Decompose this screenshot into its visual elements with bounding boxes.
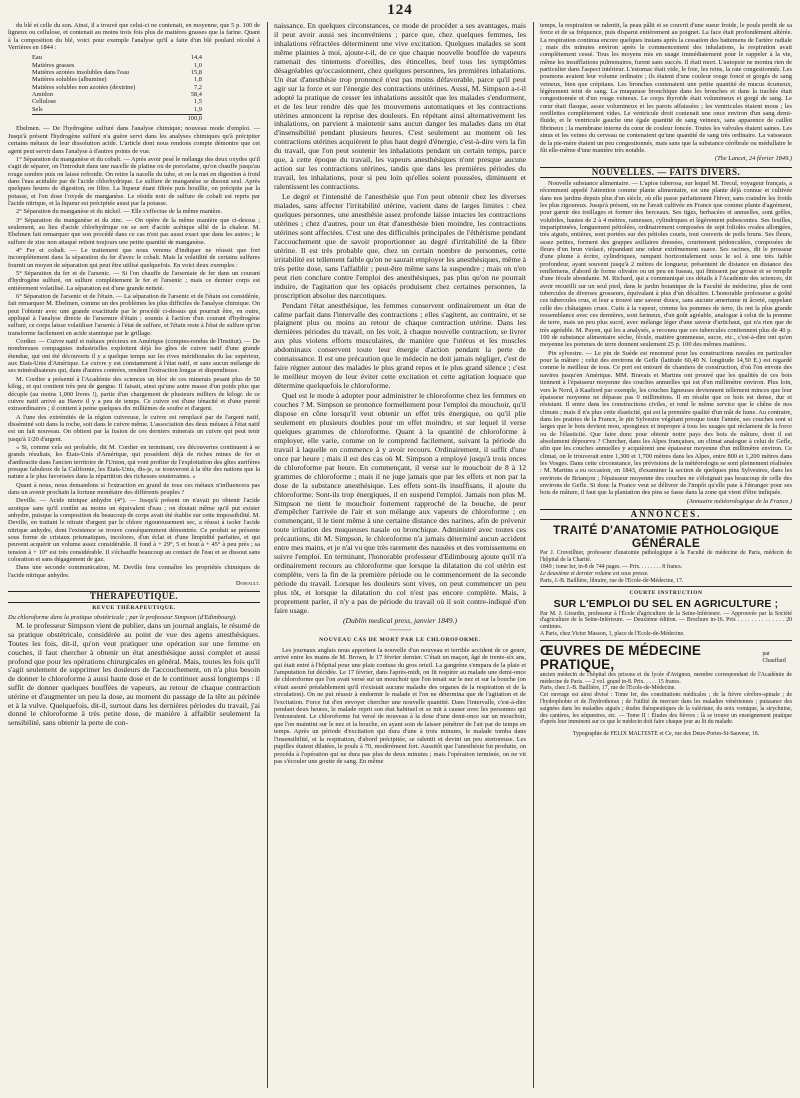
- subsection-title-revue: REVUE THÉRAPEUTIQUE.: [92, 604, 176, 611]
- subsection-title-nouveau-cas: NOUVEAU CAS DE MORT PAR LE CHLOROFORME.: [319, 636, 481, 643]
- composition-row: Matières azotées insolubles dans l'eau 15,8: [32, 69, 202, 77]
- advertisement-oeuvres: [540, 643, 792, 728]
- source-citation: (Dublin medical press, janvier 1849.): [342, 615, 458, 625]
- ad-body: Le deuxième et dernier volume est sous presse.: [540, 570, 649, 577]
- section-title-nouvelles: NOUVELLES. — FAITS DIVERS.: [540, 167, 792, 178]
- ad-title: ŒUVRES DE MÉDECINE PRATIQUE,: [540, 642, 702, 672]
- column-3: [540, 22, 792, 1088]
- composition-row: Cellulose 1,5: [32, 98, 202, 106]
- paragraph: Dans une seconde communication, M. Deville fera connaître les propriétés chimiques de l'acide nitrique anhydre.: [8, 564, 260, 579]
- paragraph: Cordier. — Cuivre natif et métaux précieux en Amérique (comptes-rendus de l'Institut). — De nombreuses compagnies industrielles exploitent déjà les gîtes de cuivre natif d'une grande étendue, qui ont été découverts il y a quelque temps sur les rives méridionales du lac supérieur, aux Etats-Unis d'Amérique. Le cuivre y est constamment à l'état natif, et sans aucun mélange de ses minéralisateurs qui, dans d'autres contrées, rendent l'extraction longue et dispendieuse.: [8, 338, 260, 375]
- page-number: 124: [387, 2, 413, 18]
- paragraph: 6° Séparation de l'arsenic et de l'étain. — La séparation de l'arsenic et de l'étain est considérée, fait remarquer M. Ebelmen, comme un des problèmes les plus difficiles de l'analyse chimique. On peut l'obtenir avec une grande exactitude par le procédé ci-dessus qui pourrait être, en outre, appliqué à l'analyse directe de l'arsenure d'étain ; soumis à l'action d'un courant d'hydrogène sulfuré, ce corps laisse volatiliser l'arsenic à l'état de sulfure, et l'étain reste à l'état de sulfure qu'on transforme facilement en acide stannique par le grillage.: [8, 293, 260, 337]
- paragraph: Quel est le mode à adopter pour administrer le chloroforme chez les femmes en couches ? M. Simpson se prononce formellement pour l'emploi du mouchoir, qu'il dispose en cône lorsqu'il veut obtenir un effet très énergique, ou qu'il plie seulement en plusieurs doubles pour un effet moindre, et sur lequel il verse quelques grammes de chloroforme. Quant à la quantité de chloroforme à employer, elle varie, comme on le comprend facilement, suivant la période du travail à laquelle on commence à y avoir recours. Ordinairement, il suffit d'une once par heure ; mais il est des cas où M. Simpson a employé jusqu'à trois onces de chloroforme par heure. En commençant, il verse sur le mouchoir de 8 à 12 grammes de chloroforme ; mais il ne juge jamais que par les effets et non par la dose de la substance anesthésique. Les effets sont-ils insuffisans, il ajoute du chloroforme. Sont-ils trop énergiques, il en suspend l'emploi. Jamais non plus M. Simpson ne tient le mouchoir fortement rapproché de la bouche, de peur d'empêcher l'arrivée de l'air et son mélange aux vapeurs de chloroforme ; en commençant, il le tient même à une certaine distance des narines, afin de prévenir toute irritation des muqueuses nasale ou bronchique. Administré avec toutes ces précautions, dit M. Simpson, le chloroforme n'a jamais déterminé aucun accident entre mes mains, et je n'ai vu que très rarement des nausées et des vomissemens en suivre l'emploi. En terminant, l'honorable professeur d'Edimbourg ajoute qu'il n'a ordinairement recours au chloroforme que lorsque la dilatation du col utérin est complète, vers la fin de la première période ou le commencement de la seconde période du travail. Lorsque les douleurs sont vives, on peut commencer un peu plus tôt, et lorsque la dilatation du col n'est pas encore complète. Mais, à proprement parler, il n'y a pas de période du travail où il soit contre-indiqué d'en faire usage.: [274, 391, 526, 615]
- paragraph: Deville. — Acide nitrique anhydre (4°). — Jusqu'à présent on n'avait pu obtenir l'acide azotique sans qu'il contînt au moins un équivalent d'eau ; on doutait même qu'il put exister anhydre, puisque la composition du beaucoup de corps avait été établie sur cette impossibilité. M. Deville, en traitant le nitrate d'argent par le chlore rigoureusement sec, a réussi à isoler l'acide nitrique anhydre, dont l'existence se trouve conséquemment démontrée. Ce produit se présente sous forme de cristaux prismatiques, incolores, d'un éclat et d'une limpidité parfaites, et qui peuvent acquérir un volume assez considérable. Il fond à + 29°, 5 et bout à + 45° à peu près ; sa tension à + 10° est très considérable. Il s'échauffe beaucoup au contact de l'eau et se dissout sans coloration et sans dégagement de gaz.: [8, 497, 260, 564]
- paragraph: « Si, comme cela est probable, dit M. Cordier en terminant, ces découvertes continuent à se grands résultats, les États-Unis d'Amérique, qui possèdent déjà de riches mines de fer et d'anthracite dans l'ancien territoire de l'Union, qui vont profiter de l'exploitation des gîtes aurifères presque fabuleux de la Californie, les États-Unis, dis-je, se trouveront à la tête des nations que la nature a le plus favorisées dans la répartition des richesses souterraines. »: [8, 443, 260, 481]
- composition-total: 100,0: [32, 114, 202, 122]
- advertisement-sel: [540, 589, 792, 641]
- paragraph: Les journaux anglais nous apportent la nouvelle d'un nouveau et terrible accident de ce genre, arrivé entre les mains de M. Brown, le 17 février dernier. C'était un maçon, âgé de trente-six ans, qui était entré à l'hôpital pour une plaie contuse du gros orteil. La gangrène s'empara de la plaie et l'amputation fut décidée. Le 17 février, dans l'après-midi, on fit respirer au malade une demi-once de chloroforme que l'on avait versé sur un mouchoir que l'on tenait sur le nez et sur la bouche (on s'était assuré préalablement qu'il n'existait aucune maladie des organes de la respiration et de la circulation). On ne put réussir à endormir le malade et l'on ne détermina que de l'agitation et de l'excitation. Force fut d'en envoyer chercher une nouvelle quantité. Dans l'intervalle, c'est-à-dire pendant deux heures, le malade reprit son état habituel et se mit à causer avec les personnes qui l'entouraient. Le chloroforme fut versé de nouveau à la dose d'une demi-once sur un mouchoir, que l'on maintint sur le nez et la bouche, en ayant soin de laisser pénétrer de l'air par de temps en temps. Après un période d'excitation qui dura d'une à trois minutes, le malade tomba dans l'insensibilité, et la respiration, d'abord précipitée, se ralentit et devint un peu stertoreuse. Les pupilles étaient dilatées, le pouls à 70, modérément fort. Aussitôt que l'anesthésie fut produite, on procéda à l'opération qui ne dura pas plus de deux minutes ; mais l'opération terminée, on ne vit pas s'écouler une goutte de sang. En même: [274, 646, 526, 765]
- ad-body: Paris, chez J.-B. Baillière, 17, rue de l'Ecole-de-Médecine.: [540, 685, 676, 692]
- annonces-title: ANNONCES.: [540, 509, 792, 520]
- ad-body: ancien médecin de l'hôpital des prisons et du lycée d'Avignon, membre correspondant de l'Académie de médecine de Paris. — 2 vol. grand in-8. Prix. . . . . 15 francs.: [540, 671, 792, 685]
- column-rule-1: [267, 22, 268, 1088]
- ad-label: COURTE INSTRUCTION: [629, 590, 703, 597]
- ad-title: SUR L'EMPLOI DU SEL EN AGRICULTURE ;: [553, 597, 779, 610]
- paragraph: Ebelmen. — De l'hydrogène sulfuré dans l'analyse chimique; nouveau mode d'emploi. — Jusqu'à présent l'hydrogène sulfuré n'a guère servi dans les analyses chimiques qu'à précipiter certains métaux de leur dissolution acide. L'article dont nous rendons compte démontre que cet agent peut servir dans l'analyse à d'autres points de vue.: [8, 125, 260, 155]
- composition-row: Matières solubles (albumine) 1,8: [32, 76, 202, 84]
- source-citation: (Annuaire météorologique de la France.): [686, 497, 792, 505]
- ad-body: Cet ouvrage est ainsi divisé : Tome Ier, des constitutions médicales ; de la fièvre cérébro-spinale ; de l'hydrophobie et de l'hydrothorax ; de l'utilité du mercure dans les maladies vénériennes ; puissance des saignées dans les maladies aiguës ; études thérapeutiques de la valériane, du noix vomique, la strychnine, des cantères, les séquestres, etc. — Tome II : Études des fièvres ; là se trouve un enseignement pratique d'après leur imminent sur ce que le médecin doit faire chaque jour au lit du malade.: [540, 692, 792, 726]
- paragraph: M. Cordier a présenté à l'Académie des sciences un bloc de ces minerais pesant plus de 50 kilog., et qui contient très peu de gangue. Il faisait, ainsi qu'une autre masse d'un poids plus que décuple (au moins 1,000 livres !), partie d'un chargement de plusieurs milliers de kilogr. de ce cuivre natif arrivé au Havre il y a peu de temps. Ce cuivre est d'une ténacité et d'une pureté extraordinaires ; il contient à peine quelques dix millièmes de soufre et d'argent.: [8, 375, 260, 413]
- paragraph: 3° Séparation du manganèse et du zinc. — On opère de la même manière que ci-dessus ; seulement, au lieu d'acide chlorhydrique on se sert d'acide acétique allié de la chaleur. M. Ebelmen fait remarquer que son procédé dans ce cas n'est pas aussi exact que dans les autres ; le sulfure de zinc non attaqué retient toujours une petite quantité de manganèse.: [8, 216, 260, 246]
- intro-paragraph: du blé et celle du son. Ainsi, il a trouvé que celui-ci ne contenait, en moyenne, que 5 p. 100 de ligneux ou cellulose, et contenait au moins trois fois plus de matières grasses que la farine. Quant à la composition du blé, voici pour exemple l'analyse qu'il a faite d'un blé poulard récolté à Verrières en 1844 :: [8, 22, 260, 52]
- composition-row: Matières grasses 1,0: [32, 61, 202, 69]
- paragraph: naissance. En quelques circonstances, ce mode de procéder a ses avantages, mais il peut avoir aussi ses inconvéniens ; parce que, chez quelques femmes, les inhalations réfractées déterminent une vive excitation. Quelques malades se sont même plaintes à moi, ajoute-t-il, de ce que chaque nouvelle bouffée de vapeurs ramenait des tintemens d'oreilles, des étincelles, bref tous les symptômes désagréables qu'occasionnent, chez quelques personnes, les premières inhalations. Un état d'anesthésie trop prononcé n'est pas moins défavorable, parce qu'il peut agir sur la force et sur l'énergie des contractions utérines. Aussi, M. Simpson a-t-il adopté la pratique de cesser les inhalations aussitôt que les malades s'endorment, et de les leur rendre dès que les mouvemens automatiques et les contractions utérines annoncent la reprise des douleurs. En répétant ainsi alternativement les inhalations, on parvient à maintenir sans aucun danger les malades dans un état d'insensibilité pendant plusieurs heures. C'est seulement au moment où les contractions utérines acquièrent le plus haut degré d'énergie, c'est-à-dire vers la fin du travail, que l'on peut soutenir les inhalations pendant un certain temps, parce que, à cette époque du travail, les vapeurs anesthésiques n'ont presque aucune action sur les contractions utérines, tandis que dans les premières périodes du travail, les inhalations, pour si peu loin qu'elles soient poussées, diminuent et ralentissent les contractions.: [274, 22, 526, 192]
- paragraph: Le degré et l'intensité de l'anesthésie que l'on peut obtenir chez les diverses malades, sans affecter l'irritabilité utérine, varient dans de larges limites : chez quelques personnes, une anesthésie assez profonde laisse intactes les contractions utérines ; chez d'autres, pour un état d'anesthésie bien moindre, les contractions utérines sont affectées. C'est une des difficultés principales de l'éthérisme pendant l'accouchement que de savoir proportionner au degré d'irritabilité de la fibre utérine. Il est très probable que, chez un certain nombre de personnes, cette irritabilité est tellement faible qu'on ne saurait employer les anesthésiques, même à très petite dose, sans l'affaiblir ; peut-être même sans la suspendre ; mais on n'en peut rien conclure contre l'emploi des anesthésiques, pas plus qu'on ne pourrait induire, de l'agitation que les opiacés produisent chez certaines personnes, la proscription absolue des narcotiques.: [274, 192, 526, 300]
- ad-body: Paris, J.-B. Baillière, libraire, rue de l'Ecole-de-Médecine, 17.: [540, 577, 684, 584]
- paragraph: 4° Fer et cobalt. — Le traitement que nous venons d'indiquer ne réussit que fort incomplètement dans la séparation du fer d'avec le cobalt. Mais la volatilité de certains sulfures fournit un moyen de séparation qui peut être utilisé quelquefois. En voici deux exemples :: [8, 246, 260, 269]
- paragraph: Nouvelle substance alimentaire. — L'apios tuberosa, sur lequel M. Trecul, voyageur français, a récemment appelé l'attention comme plante alimentaire, est une plante déjà connue et cultivée dans nos jardins depuis plus d'un siècle, où elle passe parfaitement l'hiver, sans craindre les froids les plus rigoureux. Jusqu'à présent, on ne l'avait cultivée en France que comme plante d'agrément, pour garnir des treillages et former des berceaux. Ses tiges, herbacées et annuelles, sont grêles, volubiles, hautes de 2 à 4 mètres, rameuses, cylindriques et légèrement pubescentes. Ses feuilles, imparipinnées, longuement pétiolées, ordinairement composées de sept folioles ovales allongées, très aiguës, entières, sont portées sur des pétioles courts, tout couverts de poils bruns. Ses fleurs, assez petites, forment des grappes axillaires dressées, courtement pédonculées, composées de fleurs d'un brun violacé, répandant une odeur extrêmement suave. Ses racines, dit le prosseur d'une plume à écrire, cylindriques, rampant horizontalement sous le sol à une très faible profondeur, ayant souvent jusqu'à 2 mètres de longueur, présentent de distance en distance des renflemens, d'abord de forme olivaire ou un peu en fuseau, qui finissent par grossir et se remplir d'une fécule abondante. M. Richard, qui a communiqué ces détails à l'Académie des sciences, dit avoir recueilli sur un seul pied, dans le jardin botanique de la Faculté de médecine, plus de cent tubercules de diverses grosseurs, équivalant à plus d'un décalitre. L'honorable professeur a goûté ces tubercules crus, et leur a trouvé une saveur douce, sans aucune amertume ni âcreté, rappelant celle des châtaignes crues. Cuits à la vapeur, comme les pommes de terre, ils ont la plus grande ressemblance avec ces dernières, sont farineux, d'un goût agréable, analogue à celui de la pomme de terre, mais un peu plus sucré, avec mélange léger d'une saveur d'artichaut, qui n'a rien que de très agréable. M. Payen, qui les a analysés, a reconnu que ces tubercules contiennent plus de 40 p. 100 de substance alimentaire sèche, fécule, matière gommeuse, sucre, etc., c'est-à-dire ont qu'en moyenne les pommes de terre donnent seulement 25 p. 100 des mêmes matières.: [540, 179, 792, 349]
- paragraph: Pendant l'état anesthésique, les femmes conservent ordinairement un état de calme parfait dans l'intervalle des contractions ; elles s'agitent, au contraire, et se plaignent plus ou moins au retour de chaque contraction utérine. Dans les dernières périodes du travail, on les voit, à chaque nouvelle contraction, se livrer aux plus violens efforts musculaires, de manière que l'utérus et les muscles abdominaux conservent toute leur énergie d'action pendant la perte de connaissance. Il est une précaution que le médecin ne doit jamais négliger, c'est de faire régner autour des malades le plus grand repos et le plus grand silence ; c'est le meilleur moyen de leur éviter cette excitation et cette agitation loquace que détermine quelquefois le chloroforme.: [274, 300, 526, 391]
- composition-row: Sels 1,9: [32, 105, 202, 113]
- ad-body: Par M. J. Girardin, professeur à l'École d'agriculture de la Seine-Inférieure. — Approuvée par la Société d'agriculture de la Seine-Inférieure. — Deuxième édition. — Brochure in-16. Prix . . . . . . . . . . . . . . 20 centimes.: [540, 610, 792, 631]
- article-heading: Du chloroforme dans la pratique obstétricale ; par le professeur Simpson (d'Edimbourg).: [8, 614, 237, 622]
- composition-row: Amidon 58,4: [32, 91, 202, 99]
- paragraph: 1° Séparation du manganèse et du cobalt. — Après avoir pesé le mélange des deux oxydes qu'il s'agit de séparer, on l'introduit dans une nacelle de platine ou de porcelaine, qu'on chauffe jusqu'au rouge sombre puis on laisse refroidir. On retire la nacelle du tube, et on la met en digestion à froid dans l'eau acidulée par de l'acide chlorhydrique. Le sulfure de manganèse se dissout seul. Après quelques heures de digestion, on filtre. La liqueur étant filtrée puis bouillie, on précipite par la potasse, et l'on dose l'oxyde de manganèse. Le résidu noir de sulfure de cobalt est repris par l'acide nitrique, et la liqueur est précipitée aussi par la potasse.: [8, 155, 260, 207]
- paragraph: 2° Séparation du manganèse et du nickel. — Elle s'effectue de la même manière.: [16, 208, 223, 216]
- ornament-divider: ~~~~~~~: [388, 627, 412, 634]
- ad-author: par Chauffard: [762, 650, 786, 664]
- advertisement-anatomie: [540, 523, 792, 587]
- composition-row: Matières solubles non azotées (dextrine) 7,2: [32, 83, 202, 91]
- paragraph: Pin sylvestre. — Le pin de Suède est renommé pour les constructions navales en particulier pour la mâture ; celui des environs de Gefle (latitude 60,40 N. longitude 14,50 E.) est regardé comme le meilleur de tous. Ce port est entouré de chantiers de construction, d'où l'on envoie des navires jusqu'en Amérique. MM. Bravais et Martins ont prouvé que les qualités de ces bois tiennent à l'épaisseur moyenne des couches annuelles qui est d'un millimètre environ. Plus loin, vers le Nord, à Kaafiord par exemple, les couches ligneuses deviennent tellement minces que leur épaisseur moyenne ne dépasse pas 0 millimètres. Il en résulte que ce bois est dense, dur et résistant. Il entre dans les constructions civiles, et rend le même service que le chêne de nos climats ; mais il n'a plus cette élasticité, qui est la première qualité d'un mât de hune. Au contraire, dans les prairies de la France, le pin Sylvestre végétant presque toute l'année, ses couches sont si larges que le bois devient mou, spongieux et impropre à tous les usages qui réclament de la force ou de l'élasticité. Que faire donc pour obtenir notre pays des bois de mâture, dont il est absolument dépourvu ? Chercher, dans les Alpes françaises, un climat analogue à celui de Gefle, afin que les couches annuelles y acquièrent une épaisseur moyenne d'un millimètre environ. Ce climat, on le trouverait entre 1,300 et 1,700 mètres dans les Alpes, entre 800 et 1,200 mètres dans les Vosges. Dans cette circonstance, les prévisions de la météorologie se sont pleinement réalisées : M. Martins a eu occasion, en 1843, d'examiner la section de quelques pins Sylvestres, dans les environs de Briançon ; l'épaisseur moyenne des couches ne s'éloignait pas beaucoup de celle des environs de Gefle. Si donc la France veut se délivrer de l'impôt qu'elle paie à l'étranger pour ses bois de mâture, il faut que la plantation des pins se fasse dans la zone qui vient d'être indiquée.: [540, 349, 792, 497]
- paragraph: M. le professeur Simpson vient de publier, dans un journal anglais, le résumé de sa pratique obstétricale, considérée au point de vue des agens anesthésiques. Toutes les fois, dit-il, qu'on veut pratiquer une opération sur une femme en couches, il faut chercher à obtenir un état anesthésique aussi complet et aussi profond que pour les opérations chirurgicales en général. Mais, toutes les fois qu'il s'agit seulement de supprimer les douleurs de l'accouchement, on n'a plus besoin de donner le chloroforme à aussi haute dose et de le continuer aussi longtemps : il suffit de donner quelques bouffées de vapeurs, au retour de chaque contraction utérine et d'augmenter un peu la dose, au moment du passage de la tête au périnée et à la vulve. Quelquefois, dit-il, surtout dans les dernières périodes du travail, j'ai donné le chloroforme à très petite dose, de manière à affaiblir seulement la sensibilité, sans obtenir la perte de con-: [8, 621, 260, 728]
- column-2: [274, 22, 526, 1088]
- composition-table: [32, 54, 202, 122]
- paragraph: Quant à nous, nous demandons si l'extraction en grand de tous ces métaux n'influencera pas dans un avenir prochain la fortune monétaire des différents peuples ?: [8, 481, 260, 496]
- imprint-line: Typographie de FELIX MALTESTE et Ce, rue des Deux-Portes-St-Sauveur, 18.: [572, 731, 760, 738]
- paragraph: 5° Séparation du fer et de l'arsenic. — Si l'on chauffe de l'arseniate de fer dans un courant d'hydrogène sulfuré, on sulfure complètement le fer et l'arsenic ; mais ce dernier corps est entièrement volatilisé. La séparation est d'une grande netteté.: [8, 270, 260, 292]
- column-rule-2: [533, 22, 534, 1088]
- paragraph: temps, la respiration se ralentit, la peau pâlit et se couvrit d'une sueur froide, le pouls perdit de sa force et de sa fréquence, puis disparut entièrement au poignet. La face était profondément altérée. La respiration continua encore quelques instans après la cessation des battemens de l'artère radiale ; mais dix minutes environ après le commencement des inhalations, la respiration avait complètement cessé. Tous les moyens mis en usage immédiatement pour le rappeler à la vie, même les insufflations pulmonaires, furent sans succès. Il était mort. L'autopsie ne montra rien de particulier dans l'aspect intérieur. L'estomac était vide, le foie, les reins, la rate congestionnés. Les poumons avaient leur volume ordinaire ; ils étaient d'une couleur rouge foncé et gorgés de sang veineux, bien que crépitans. Les bronches contenaient une petite quantité de mucus écumeux, légèrement teint de sang. La muqueuse bronchique dans les bronches et dans la trachée était congestionnée et d'un rouge veineux. Le corps thyroïde était volumineux et gorgé de sang. Le cœur était flasque, assez volumineux et les parois affaissées ; les ventricules étaient mous ; les oreillettes complètement vides. Le ventricule droit contenait une once environ d'un sang demi-fluide, et le ventricule gauche une égale quantité de sang veineux, sans apparence de caillot fibrineux ; la membrane interne du cœur de couleur foncée. Toutes les valvules étaient saines. Les sinus et les veines du cerveau ne contenaient qu'une quantité de sang très ordinaire. La vaisseaux de la pie-mère étaient un peu congestionnés, mais sans que la substance cérébrale ou médullaire le fût elle-même d'une manière très notable.: [540, 22, 792, 154]
- section-title-therapeutique: THÉRAPEUTIQUE.: [8, 591, 260, 602]
- ad-body: A Paris, chez Victor Masson, 1, place de l'Ecole-de-Médecine.: [540, 631, 685, 638]
- paragraph: A l'une des extrémités de la région cuivreuse, le cuivre est remplacé par de l'argent natif, disséminé soit dans la roche, soit dans le cuivre même. L'association des deux métaux à l'état natif est un fait nouveau. On obtient par la fusion de ces derniers minerais un cuivre qui peut tenir jusqu'à 1/20 d'argent.: [8, 413, 260, 443]
- composition-row: Eau 14,4: [32, 54, 202, 62]
- column-1: [8, 22, 260, 1088]
- ad-body: Par J. Cruveilhier, professeur d'anatomie pathologique à la Faculté de médecine de Paris, médecin de l'hôpital de la Charité.: [540, 550, 792, 564]
- signature: Dorvault.: [235, 580, 260, 588]
- ad-body: 1849 ; tome Ier, in-8 de 744 pages. — Prix. . . . . . . . 8 francs.: [540, 563, 683, 570]
- ad-title: TRAITÉ D'ANATOMIE PATHOLOGIQUE GÉNÉRALE: [553, 523, 779, 551]
- source-citation: (The Lancet, 24 février 1849.): [714, 155, 792, 163]
